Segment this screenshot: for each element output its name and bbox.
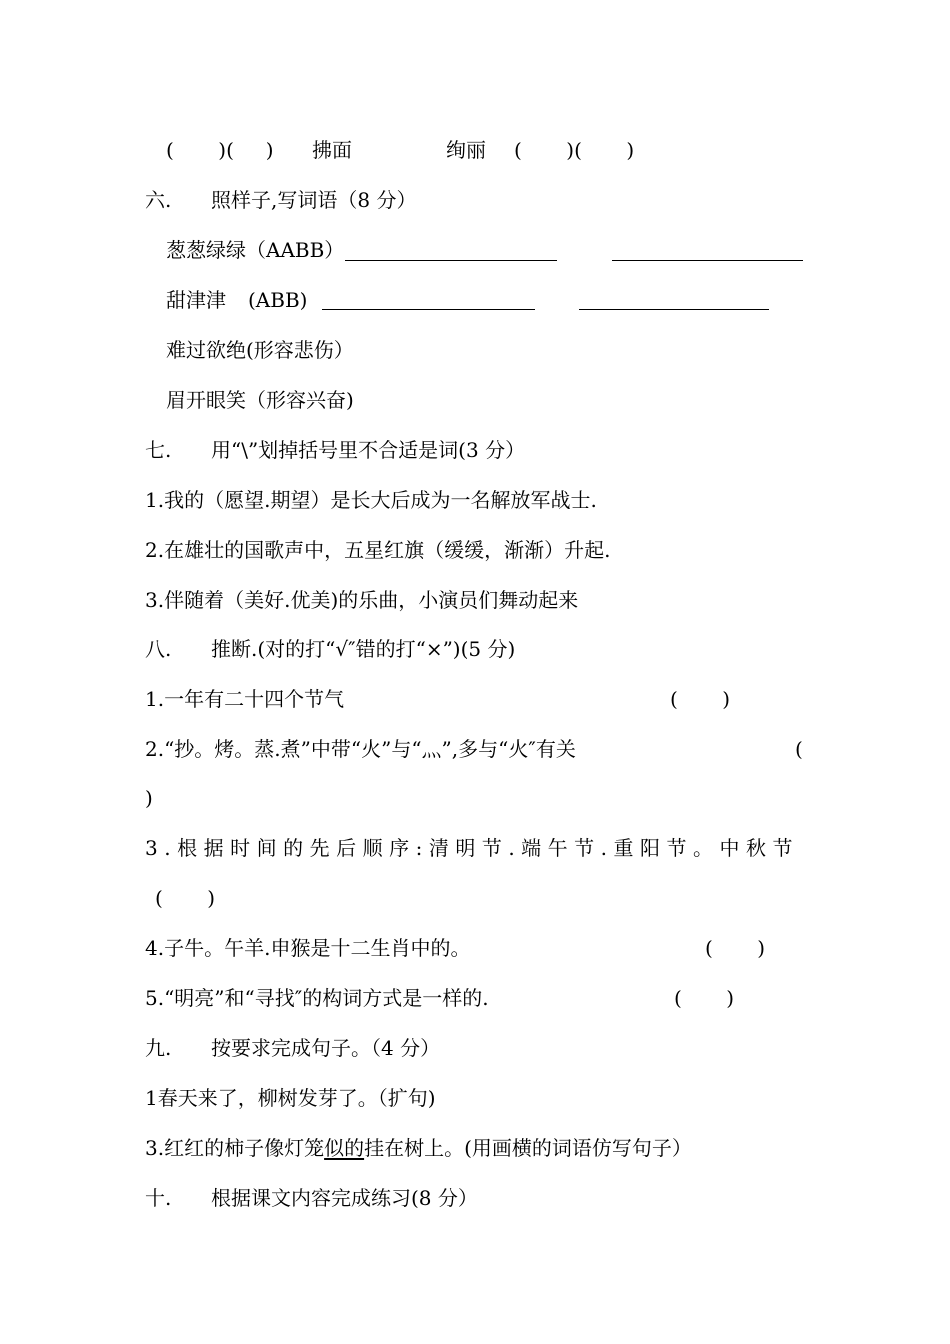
- section-10-heading: [145, 1186, 478, 1210]
- example-word: 甜津津: [166, 288, 226, 312]
- section-8-heading: [145, 637, 515, 661]
- answer-blank[interactable]: [345, 260, 557, 261]
- top-row-blanks-right[interactable]: ( )( ): [514, 138, 635, 162]
- sentence-part: 挂在树上。(用画横的词语仿写句子）: [364, 1136, 692, 1160]
- answer-blank[interactable]: [579, 309, 769, 310]
- answer-paren[interactable]: ( ): [670, 687, 731, 711]
- section-7-heading: [145, 438, 525, 462]
- top-row-word-fumian: 拂面: [312, 138, 352, 162]
- section-9-heading: [145, 1036, 440, 1060]
- sec8-question-3: 3.根据时间的先后顺序:清明节.端午节.重阳节。中秋节: [145, 836, 800, 860]
- section-title: 根据课文内容完成练习(8 分）: [211, 1186, 478, 1210]
- answer-blank[interactable]: [612, 260, 803, 261]
- answer-blank[interactable]: [322, 309, 535, 310]
- sec7-question-3: 3.伴随着（美好.优美)的乐曲，小演员们舞动起来: [145, 588, 579, 612]
- sec6-item-1: [166, 238, 344, 262]
- answer-paren[interactable]: ( ): [155, 886, 216, 910]
- sec6-item-4: 眉开眼笑（形容兴奋): [166, 388, 354, 412]
- section-title: 用“\”划掉括号里不合适是词(3 分）: [211, 438, 526, 462]
- sec9-question-3: [145, 1136, 692, 1160]
- section-number: 八.: [145, 637, 172, 661]
- section-title: 按要求完成句子。（4 分）: [211, 1036, 441, 1060]
- sec6-item-3: 难过欲绝(形容悲伤）: [166, 338, 354, 362]
- answer-paren-open[interactable]: (: [795, 737, 803, 761]
- sec8-question-1: 1.一年有二十四个节气: [145, 687, 345, 711]
- example-word: 葱葱绿绿: [166, 238, 246, 262]
- section-6-heading: [145, 188, 416, 212]
- answer-paren-close[interactable]: ): [145, 786, 153, 810]
- sec7-question-1: 1.我的（愿望.期望）是长大后成为一名解放军战士.: [145, 488, 597, 512]
- sec7-question-2: 2.在雄壮的国歌声中，五星红旗（缓缓，渐渐）升起.: [145, 538, 611, 562]
- sec8-question-4: 4.子牛。午羊.申猴是十二生肖中的。: [145, 936, 471, 960]
- top-row-blanks-left[interactable]: ( )( ): [166, 138, 274, 162]
- section-number: 十.: [145, 1186, 172, 1210]
- sec6-item-2: [166, 288, 307, 312]
- top-row-word-xuanli: 绚丽: [446, 138, 486, 162]
- sec9-question-1: 1春天来了，柳树发芽了。（扩句): [145, 1086, 436, 1110]
- sec8-question-5: 5.“明亮”和“寻找″的构词方式是一样的.: [145, 986, 489, 1010]
- section-number: 七.: [145, 438, 172, 462]
- section-number: 九.: [145, 1036, 172, 1060]
- sentence-part: 3.红红的柿子像灯笼: [145, 1136, 325, 1160]
- underlined-word: 似的: [324, 1136, 365, 1160]
- section-number: 六.: [145, 188, 172, 212]
- answer-paren[interactable]: ( ): [674, 986, 735, 1010]
- answer-paren[interactable]: ( ): [705, 936, 766, 960]
- sec8-question-2: 2.“抄。烤。蒸.煮”中带“火”与“灬”,多与“火″有关: [145, 737, 576, 761]
- section-title: 推断.(对的打“√″错的打“×”)(5 分): [211, 637, 516, 661]
- section-title: 照样子,写词语（8 分）: [211, 188, 417, 212]
- word-pattern: （AABB）: [246, 238, 345, 262]
- word-pattern: (ABB): [248, 288, 308, 312]
